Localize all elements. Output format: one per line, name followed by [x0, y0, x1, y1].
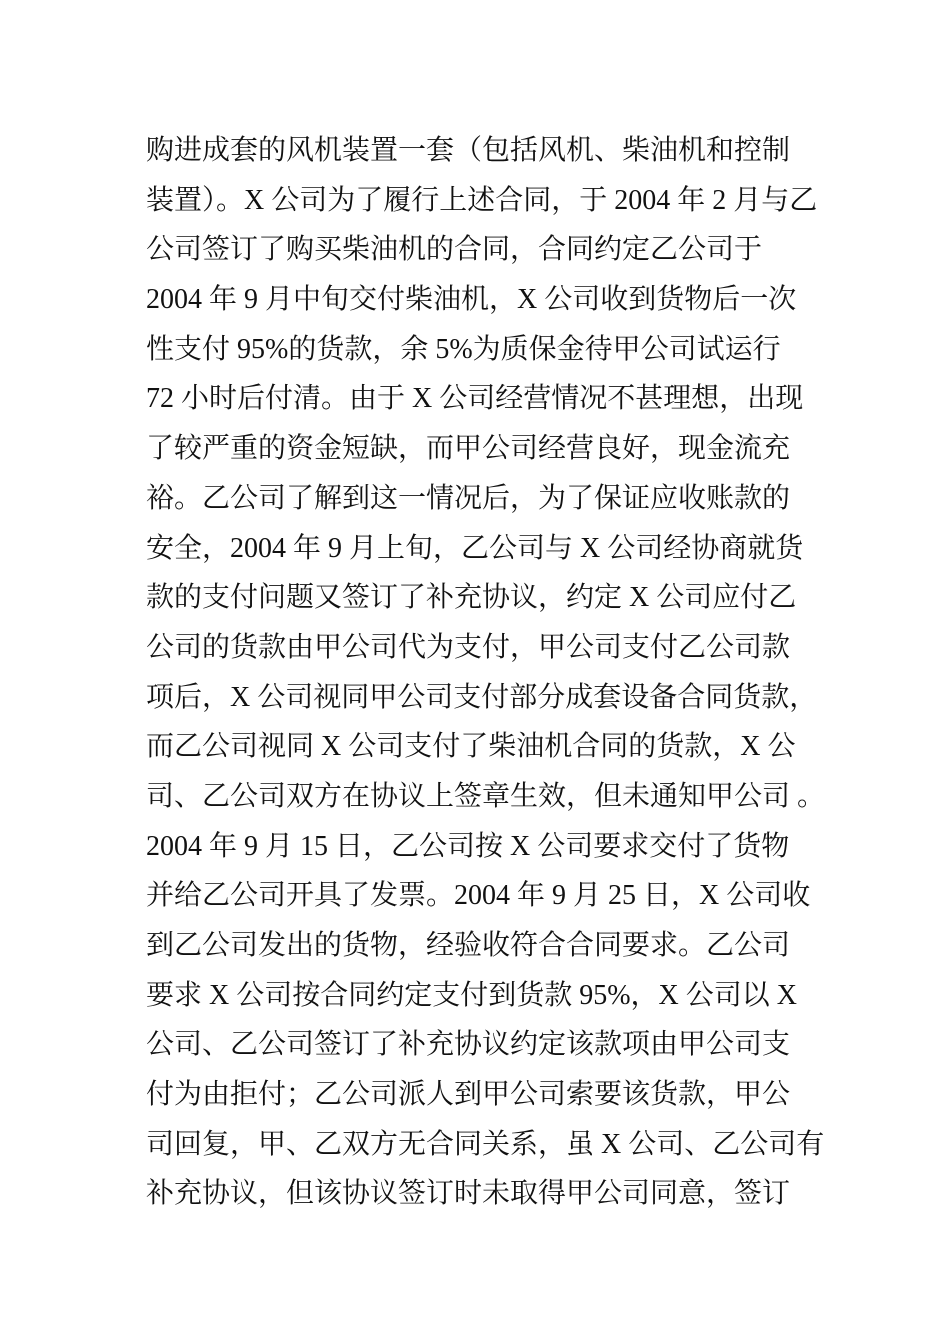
text-line: 公司、乙公司签订了补充协议约定该款项由甲公司支 — [146, 1029, 791, 1061]
text-line: 而乙公司视同 X 公司支付了柴油机合同的货款，X 公 — [146, 731, 796, 763]
text-line: 了较严重的资金短缺，而甲公司经营良好，现金流充 — [146, 433, 791, 465]
text-line: 安全，2004 年 9 月上旬，乙公司与 X 公司经协商就货 — [146, 532, 804, 564]
text-line: 公司签订了购买柴油机的合同，合同约定乙公司于 — [146, 234, 763, 266]
body-text — [146, 126, 826, 1219]
text-line: 并给乙公司开具了发票。2004 年 9 月 25 日，X 公司收 — [146, 880, 811, 912]
text-line: 款的支付问题又签订了补充协议，约定 X 公司应付乙 — [146, 582, 797, 614]
text-line: 2004 年 9 月 15 日，乙公司按 X 公司要求交付了货物 — [146, 830, 790, 862]
text-line: 司回复，甲、乙双方无合同关系，虽 X 公司、乙公司有 — [146, 1128, 825, 1160]
text-line: 装置）。X 公司为了履行上述合同，于 2004 年 2 月与乙 — [146, 184, 818, 216]
text-line: 付为由拒付；乙公司派人到甲公司索要该货款，甲公 — [146, 1079, 791, 1111]
text-line: 2004 年 9 月中旬交付柴油机，X 公司收到货物后一次 — [146, 284, 797, 316]
text-line: 性支付 95%的货款，余 5%为质保金待甲公司试运行 — [146, 333, 781, 365]
text-line: 72 小时后付清。由于 X 公司经营情况不甚理想，出现 — [146, 383, 804, 415]
text-line: 到乙公司发出的货物，经验收符合合同要求。乙公司 — [146, 930, 791, 961]
text-line: 要求 X 公司按合同约定支付到货款 95%，X 公司以 X — [146, 979, 797, 1011]
text-line: 补充协议，但该协议签订时未取得甲公司同意，签订 — [146, 1178, 791, 1210]
text-line: 购进成套的风机装置一套（包括风机、柴油机和控制 — [146, 135, 791, 166]
text-line: 项后，X 公司视同甲公司支付部分成套设备合同货款， — [146, 681, 818, 713]
text-line: 公司的货款由甲公司代为支付，甲公司支付乙公司款 — [146, 631, 791, 663]
text-line: 裕。乙公司了解到这一情况后，为了保证应收账款的 — [146, 482, 791, 514]
text-line: 司、乙公司双方在协议上签章生效，但未通知甲公司 。 — [146, 780, 826, 812]
